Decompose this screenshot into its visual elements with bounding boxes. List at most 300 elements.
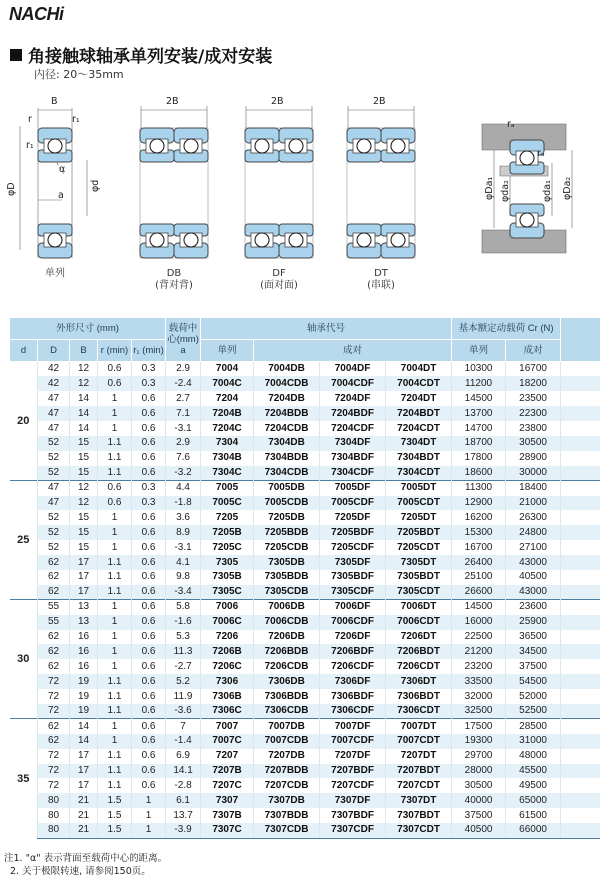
table-cell: 17: [70, 585, 98, 600]
table-cell: 12: [70, 376, 98, 391]
table-cell: 47: [38, 391, 70, 406]
table-cell: 52: [38, 451, 70, 466]
table-cell: 17500: [452, 719, 506, 734]
table-cell: 7006DB: [254, 600, 320, 615]
table-cell: 7204DT: [386, 391, 452, 406]
table-cell: 23200: [452, 659, 506, 674]
table-cell-blank: [561, 391, 600, 406]
table-cell: 49500: [506, 778, 561, 793]
table-cell: 30500: [452, 778, 506, 793]
table-cell: 1.5: [98, 808, 132, 823]
table-cell: 48000: [506, 749, 561, 764]
table-cell: 9.8: [166, 570, 201, 585]
table-cell: 14.1: [166, 764, 201, 779]
table-cell: 7204CDT: [386, 421, 452, 436]
table-cell: 7204BDB: [254, 406, 320, 421]
table-cell: 1.1: [98, 555, 132, 570]
table-cell: 7004CDB: [254, 376, 320, 391]
table-cell-blank: [561, 376, 600, 391]
table-cell: 0.6: [132, 421, 166, 436]
table-cell-blank: [561, 808, 600, 823]
table-cell: 27100: [506, 540, 561, 555]
dim-phida1-right: φda₁: [542, 180, 553, 202]
table-cell: 28500: [506, 719, 561, 734]
table-cell: 52: [38, 436, 70, 451]
table-cell: 0.6: [132, 555, 166, 570]
table-cell: 7304DF: [320, 436, 386, 451]
table-cell: 15: [70, 466, 98, 481]
bore-diameter-cell: 35: [10, 719, 38, 838]
table-cell: 7207BDT: [386, 764, 452, 779]
table-cell: 21: [70, 793, 98, 808]
table-cell: 0.6: [132, 451, 166, 466]
table-cell-blank: [561, 704, 600, 719]
table-cell: 17: [70, 749, 98, 764]
table-cell: 42: [38, 362, 70, 377]
header-B: B: [70, 340, 98, 362]
table-cell: 1: [98, 421, 132, 436]
table-cell: 1: [98, 644, 132, 659]
table-cell: 17: [70, 555, 98, 570]
table-cell: 17: [70, 570, 98, 585]
table-cell: 7306C: [201, 704, 254, 719]
table-cell: 7205: [201, 510, 254, 525]
table-cell: 7005: [201, 481, 254, 496]
table-cell: 0.6: [132, 674, 166, 689]
table-cell: 47: [38, 406, 70, 421]
table-cell: 7307BDF: [320, 808, 386, 823]
table-cell: 7005DF: [320, 481, 386, 496]
table-cell: 0.6: [132, 436, 166, 451]
table-cell-blank: [561, 570, 600, 585]
table-cell: 7007DB: [254, 719, 320, 734]
table-row: [10, 674, 600, 689]
table-body: [10, 362, 600, 839]
table-cell: 19300: [452, 734, 506, 749]
table-cell: 52: [38, 510, 70, 525]
table-cell: 7204CDF: [320, 421, 386, 436]
table-cell: 62: [38, 555, 70, 570]
table-cell: 12: [70, 362, 98, 377]
table-cell: 43000: [506, 585, 561, 600]
title-text: 角接触球轴承单列安装/成对安装: [28, 47, 273, 67]
table-cell: 7305DT: [386, 555, 452, 570]
table-cell-blank: [561, 823, 600, 838]
table-cell: 7204BDF: [320, 406, 386, 421]
table-cell-blank: [561, 555, 600, 570]
table-cell: -3.6: [166, 704, 201, 719]
table-cell: 6.9: [166, 749, 201, 764]
table-cell: 1.1: [98, 778, 132, 793]
table-cell: 7206BDB: [254, 644, 320, 659]
table-cell: 21200: [452, 644, 506, 659]
dim-2b-df: 2B: [271, 96, 284, 107]
table-cell: 3.6: [166, 510, 201, 525]
title-bullet: [10, 49, 22, 61]
table-cell: 0.6: [132, 570, 166, 585]
table-cell: 7205BDF: [320, 525, 386, 540]
dim-r1-label: r₁: [72, 114, 80, 125]
table-cell: 15300: [452, 525, 506, 540]
table-cell: 7204CDB: [254, 421, 320, 436]
table-cell: 2.7: [166, 391, 201, 406]
table-cell: 11.9: [166, 689, 201, 704]
caption-dt: DT (串联): [367, 268, 395, 291]
table-cell-blank: [561, 466, 600, 481]
table-cell: 14: [70, 406, 98, 421]
header-r: r (min): [98, 340, 132, 362]
table-cell: 7005DB: [254, 481, 320, 496]
table-cell: 0.6: [132, 764, 166, 779]
table-cell: 7006CDF: [320, 615, 386, 630]
table-cell: 7306CDT: [386, 704, 452, 719]
table-cell: 7205CDT: [386, 540, 452, 555]
table-cell: 7206: [201, 630, 254, 645]
table-cell: 7307DT: [386, 793, 452, 808]
table-cell: 15: [70, 436, 98, 451]
table-cell: 7304CDT: [386, 466, 452, 481]
table-cell: 1.1: [98, 451, 132, 466]
table-cell: 26300: [506, 510, 561, 525]
table-row: [10, 570, 600, 585]
header-blank: [561, 318, 600, 362]
dim-alpha-label: α: [59, 164, 66, 175]
table-cell: 5.3: [166, 630, 201, 645]
table-cell: 7307BDB: [254, 808, 320, 823]
bearing-drawings: [0, 88, 600, 298]
table-cell: 7205B: [201, 525, 254, 540]
table-cell-blank: [561, 600, 600, 615]
table-cell: 5.2: [166, 674, 201, 689]
table-cell: 65000: [506, 793, 561, 808]
table-cell: -3.1: [166, 540, 201, 555]
table-cell-blank: [561, 734, 600, 749]
table-cell: 25900: [506, 615, 561, 630]
table-cell: 7304C: [201, 466, 254, 481]
table-cell: 5.8: [166, 600, 201, 615]
page-subtitle: 内径: 20～35mm: [34, 68, 124, 81]
table-cell: 1.1: [98, 674, 132, 689]
table-cell: 6.1: [166, 793, 201, 808]
table-cell: 0.6: [132, 734, 166, 749]
table-cell: 14: [70, 734, 98, 749]
table-cell: 42: [38, 376, 70, 391]
table-cell: 7007C: [201, 734, 254, 749]
table-cell: 12: [70, 481, 98, 496]
table-cell: 32500: [452, 704, 506, 719]
table-cell: 7305BDT: [386, 570, 452, 585]
table-cell: 0.6: [132, 391, 166, 406]
table-cell: 7206CDF: [320, 659, 386, 674]
table-cell: 1: [98, 600, 132, 615]
table-cell: 7004DB: [254, 362, 320, 377]
table-cell: 7005CDT: [386, 496, 452, 511]
page-title: [10, 42, 272, 67]
table-cell: 7304CDB: [254, 466, 320, 481]
table-cell: 7304BDT: [386, 451, 452, 466]
table-cell: 72: [38, 764, 70, 779]
table-cell: 7304: [201, 436, 254, 451]
table-cell: 16000: [452, 615, 506, 630]
table-cell: 19: [70, 689, 98, 704]
table-cell: 80: [38, 793, 70, 808]
table-cell: 7305C: [201, 585, 254, 600]
table-cell: 1: [132, 793, 166, 808]
table-cell: 7007DT: [386, 719, 452, 734]
table-cell: 0.3: [132, 496, 166, 511]
bearing-spec-table: [9, 317, 600, 839]
table-cell: 12: [70, 496, 98, 511]
table-cell: 17: [70, 778, 98, 793]
table-cell: 7004DT: [386, 362, 452, 377]
table-cell: 7206DF: [320, 630, 386, 645]
table-cell: 7205BDB: [254, 525, 320, 540]
table-cell-blank: [561, 585, 600, 600]
caption-db: DB (背对背): [155, 268, 193, 291]
table-cell: 17800: [452, 451, 506, 466]
table-row: [10, 376, 600, 391]
table-cell: 1: [98, 391, 132, 406]
table-cell-blank: [561, 659, 600, 674]
table-cell: 7005CDF: [320, 496, 386, 511]
table-cell: 16700: [452, 540, 506, 555]
table-cell: 2.9: [166, 436, 201, 451]
table-cell: 7306DF: [320, 674, 386, 689]
table-cell: 7307C: [201, 823, 254, 838]
table-cell: 7305: [201, 555, 254, 570]
table-cell-blank: [561, 451, 600, 466]
table-cell: 7307BDT: [386, 808, 452, 823]
table-cell-blank: [561, 436, 600, 451]
table-cell: 19: [70, 704, 98, 719]
table-cell: 19: [70, 674, 98, 689]
table-cell: 22500: [452, 630, 506, 645]
table-cell: 7305CDB: [254, 585, 320, 600]
table-cell: -1.8: [166, 496, 201, 511]
table-cell: 72: [38, 689, 70, 704]
table-cell: 54500: [506, 674, 561, 689]
table-row: [10, 600, 600, 615]
table-cell: 0.3: [132, 376, 166, 391]
table-cell: 7207DB: [254, 749, 320, 764]
table-cell: 7306CDB: [254, 704, 320, 719]
table-cell: 7004CDT: [386, 376, 452, 391]
table-cell: 72: [38, 749, 70, 764]
header-single: 单列: [201, 340, 254, 362]
table-cell-blank: [561, 510, 600, 525]
table-cell: 7205DT: [386, 510, 452, 525]
table-cell: 1.5: [98, 823, 132, 838]
table-cell: 1: [98, 659, 132, 674]
table-cell: 80: [38, 808, 70, 823]
table-cell: 7307B: [201, 808, 254, 823]
table-cell: 1.5: [98, 793, 132, 808]
table-cell: 21000: [506, 496, 561, 511]
table-cell: 7306: [201, 674, 254, 689]
table-cell: 1: [98, 406, 132, 421]
table-cell: 62: [38, 630, 70, 645]
table-cell: 72: [38, 704, 70, 719]
table-cell: 11300: [452, 481, 506, 496]
header-cr-pair: 成对: [506, 340, 561, 362]
table-cell: 7206BDF: [320, 644, 386, 659]
table-cell: 7204: [201, 391, 254, 406]
table-cell: 7205DF: [320, 510, 386, 525]
table-cell: 7305DB: [254, 555, 320, 570]
table-cell: 7204C: [201, 421, 254, 436]
dim-ra-mid: rₐ: [537, 148, 545, 159]
bearing-diagrams: [0, 88, 600, 298]
table-cell: -3.1: [166, 421, 201, 436]
table-cell: 0.6: [98, 362, 132, 377]
table-cell: 4.1: [166, 555, 201, 570]
table-row: [10, 451, 600, 466]
table-cell: 7207C: [201, 778, 254, 793]
table-cell: 7306DB: [254, 674, 320, 689]
table-row: [10, 421, 600, 436]
table-cell: 0.6: [98, 481, 132, 496]
table-cell-blank: [561, 644, 600, 659]
table-cell: 7005DT: [386, 481, 452, 496]
table-cell: 7206CDB: [254, 659, 320, 674]
table-cell: 7005C: [201, 496, 254, 511]
table-cell: 16200: [452, 510, 506, 525]
table-cell: 7206B: [201, 644, 254, 659]
table-cell: 1: [98, 734, 132, 749]
table-cell: 0.6: [132, 749, 166, 764]
dim-b-label: B: [51, 96, 58, 107]
table-cell: 18600: [452, 466, 506, 481]
table-cell: 43000: [506, 555, 561, 570]
table-cell: 7304BDB: [254, 451, 320, 466]
dim-2b-db: 2B: [166, 96, 179, 107]
table-cell: 55: [38, 615, 70, 630]
header-cr-single: 单列: [452, 340, 506, 362]
table-cell: 12900: [452, 496, 506, 511]
table-row: [10, 466, 600, 481]
table-cell: 26600: [452, 585, 506, 600]
table-cell: 7206DB: [254, 630, 320, 645]
table-cell: 7306BDB: [254, 689, 320, 704]
table-row: [10, 362, 600, 377]
table-cell: 0.6: [132, 719, 166, 734]
table-cell: 7305DF: [320, 555, 386, 570]
table-cell: 0.6: [132, 689, 166, 704]
table-cell: 52: [38, 466, 70, 481]
table-row: [10, 823, 600, 838]
table-cell: 7: [166, 719, 201, 734]
table-cell: 7006C: [201, 615, 254, 630]
table-cell-blank: [561, 496, 600, 511]
table-row: [10, 689, 600, 704]
table-cell: 7004CDF: [320, 376, 386, 391]
table-cell: 52500: [506, 704, 561, 719]
header-D: D: [38, 340, 70, 362]
table-cell: 7307DB: [254, 793, 320, 808]
table-cell: 7305B: [201, 570, 254, 585]
header-bearing-code: 轴承代号: [201, 318, 452, 340]
header-pair: 成对: [254, 340, 452, 362]
table-row: [10, 659, 600, 674]
table-cell-blank: [561, 749, 600, 764]
table-cell: 62: [38, 659, 70, 674]
table-cell: 0.6: [98, 376, 132, 391]
table-cell: 14: [70, 391, 98, 406]
table-row: [10, 764, 600, 779]
table-cell: 32000: [452, 689, 506, 704]
table-cell: 14700: [452, 421, 506, 436]
table-cell: 7204BDT: [386, 406, 452, 421]
table-cell: 1: [132, 808, 166, 823]
table-row: [10, 585, 600, 600]
table-cell: 7006CDT: [386, 615, 452, 630]
table-cell: 47: [38, 421, 70, 436]
table-row: [10, 719, 600, 734]
table-cell-blank: [561, 540, 600, 555]
table-cell: 7007: [201, 719, 254, 734]
table-cell: 7307: [201, 793, 254, 808]
table-cell: 0.6: [98, 496, 132, 511]
table-cell: -3.4: [166, 585, 201, 600]
table-cell: 0.6: [132, 585, 166, 600]
table-row: [10, 734, 600, 749]
table-cell: 1: [98, 615, 132, 630]
table-cell: 7306BDT: [386, 689, 452, 704]
table-row: [10, 704, 600, 719]
table-cell: 14500: [452, 600, 506, 615]
table-cell: -3.2: [166, 466, 201, 481]
table-cell-blank: [561, 719, 600, 734]
table-cell: 17: [70, 764, 98, 779]
table-cell-blank: [561, 525, 600, 540]
table-cell: 1.1: [98, 466, 132, 481]
table-cell: 1: [98, 510, 132, 525]
table-row: [10, 555, 600, 570]
table-cell: 10300: [452, 362, 506, 377]
table-cell: -3.9: [166, 823, 201, 838]
table-cell-blank: [561, 764, 600, 779]
table-row: [10, 525, 600, 540]
table-cell-blank: [561, 362, 600, 377]
table-row: [10, 481, 600, 496]
table-cell: 62: [38, 734, 70, 749]
table-cell-blank: [561, 615, 600, 630]
table-cell: 18200: [506, 376, 561, 391]
table-cell: 0.3: [132, 362, 166, 377]
bore-diameter-cell: 20: [10, 362, 38, 481]
table-cell: 16700: [506, 362, 561, 377]
table-cell: 7007CDT: [386, 734, 452, 749]
table-cell: 7004C: [201, 376, 254, 391]
table-cell: 1.1: [98, 570, 132, 585]
dim-r1-label-side: r₁: [26, 140, 34, 151]
table-cell: 0.6: [132, 540, 166, 555]
table-cell: 34500: [506, 644, 561, 659]
table-cell: 7304DT: [386, 436, 452, 451]
table-cell: 23800: [506, 421, 561, 436]
table-cell: 23500: [506, 391, 561, 406]
table-cell: 7207DF: [320, 749, 386, 764]
table-cell: 14: [70, 719, 98, 734]
table-cell: 13700: [452, 406, 506, 421]
table-cell-blank: [561, 689, 600, 704]
table-cell-blank: [561, 793, 600, 808]
table-cell: 29700: [452, 749, 506, 764]
bore-diameter-cell: 30: [10, 600, 38, 719]
table-cell: 16: [70, 644, 98, 659]
table-cell: 7305CDF: [320, 585, 386, 600]
caption-single: 单列: [45, 268, 65, 279]
